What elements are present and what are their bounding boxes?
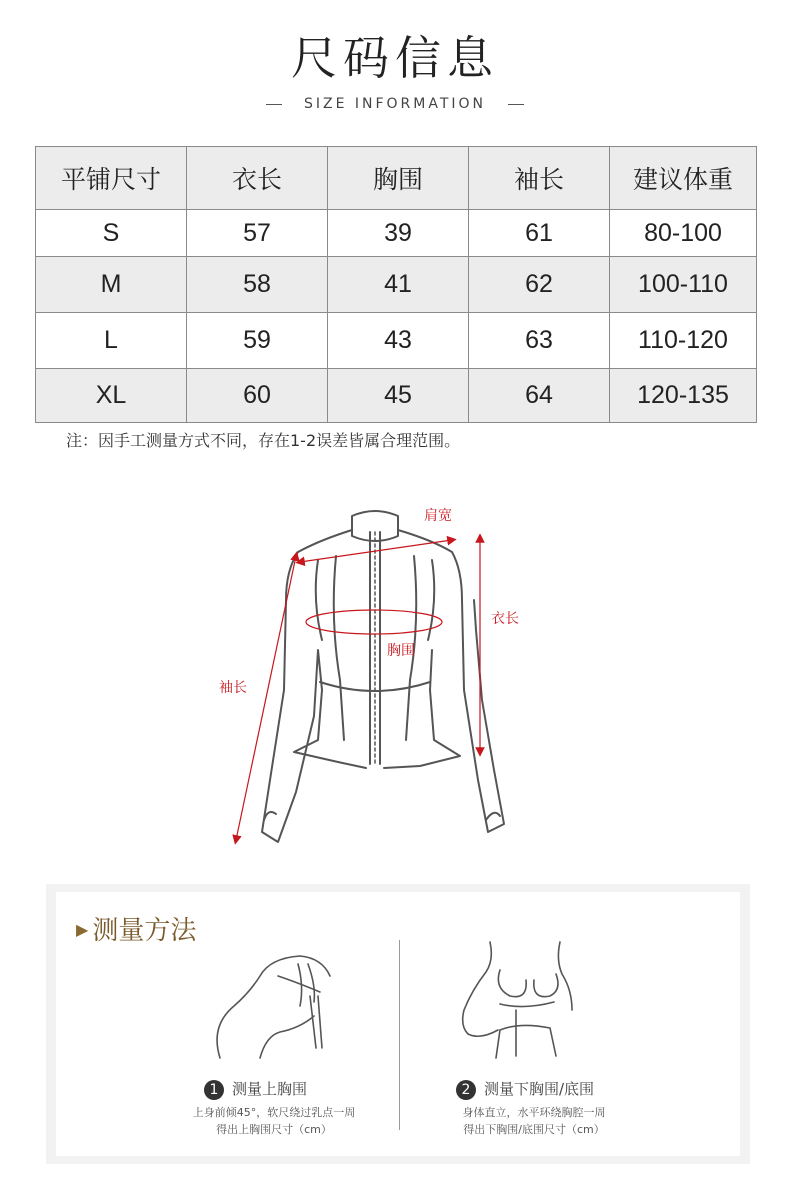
method-step-1 (204, 1078, 307, 1100)
table-cell: S (36, 210, 187, 257)
table-cell: 63 (469, 313, 610, 369)
shoulder-width-arrow (300, 540, 452, 562)
step-1-description (164, 1104, 384, 1138)
table-cell: 64 (469, 369, 610, 423)
table-cell: 100-110 (610, 257, 757, 313)
triangle-bullet-icon: ▶ (76, 920, 89, 939)
shoulder-width-label: 肩宽 (424, 508, 452, 524)
chest-ellipse (306, 610, 442, 634)
method-title (76, 910, 196, 947)
sleeve-length-arrow (236, 556, 296, 840)
table-cell: M (36, 257, 187, 313)
measurement-arrows (236, 538, 480, 840)
table-cell: 43 (328, 313, 469, 369)
jacket-outline-icon (262, 511, 504, 842)
table-cell: 61 (469, 210, 610, 257)
page-title: 尺码信息 (291, 31, 499, 85)
method-divider (399, 940, 400, 1130)
step-1-desc-line2: 得出上胸围尺寸（cm） (216, 1123, 332, 1136)
header-cell-weight: 建议体重 (610, 147, 757, 210)
upper-bust-figure-icon (200, 936, 350, 1062)
step-2-number-badge: 2 (456, 1080, 476, 1100)
table-cell: 120-135 (610, 369, 757, 423)
step-2-desc-line1: 身体直立，水平环绕胸腔一周 (462, 1106, 606, 1119)
table-cell: 39 (328, 210, 469, 257)
step-1-label: 测量上胸围 (232, 1080, 308, 1098)
under-bust-figure-icon (450, 930, 600, 1060)
table-cell: 58 (187, 257, 328, 313)
header-cell-sleeve: 袖长 (469, 147, 610, 210)
step-2-label: 测量下胸围/底围 (484, 1080, 595, 1098)
table-cell: 80-100 (610, 210, 757, 257)
table-cell: XL (36, 369, 187, 423)
measurement-note: 注：因手工测量方式不同，存在1-2误差皆属合理范围。 (66, 431, 461, 450)
chest-label: 胸围 (387, 643, 415, 659)
table-cell: 57 (187, 210, 328, 257)
step-2-description (424, 1104, 644, 1138)
sleeve-length-label: 袖长 (219, 680, 247, 696)
method-step-2 (456, 1078, 594, 1100)
step-2-desc-line2: 得出下胸围/底围尺寸（cm） (463, 1123, 605, 1136)
header-cell-chest: 胸围 (328, 147, 469, 210)
table-cell: 41 (328, 257, 469, 313)
body-length-label: 衣长 (491, 611, 519, 627)
table-cell: 59 (187, 313, 328, 369)
step-1-desc-line1: 上身前倾45°，软尺绕过乳点一周 (192, 1106, 356, 1119)
table-cell: 45 (328, 369, 469, 423)
table-cell: 62 (469, 257, 610, 313)
header-cell-size: 平铺尺寸 (36, 147, 187, 210)
header-cell-length: 衣长 (187, 147, 328, 210)
table-cell: L (36, 313, 187, 369)
step-1-number-badge: 1 (204, 1080, 224, 1100)
table-cell: 60 (187, 369, 328, 423)
table-cell: 110-120 (610, 313, 757, 369)
method-title-text: 测量方法 (92, 916, 197, 946)
subtitle-text: SIZE INFORMATION (303, 96, 487, 112)
